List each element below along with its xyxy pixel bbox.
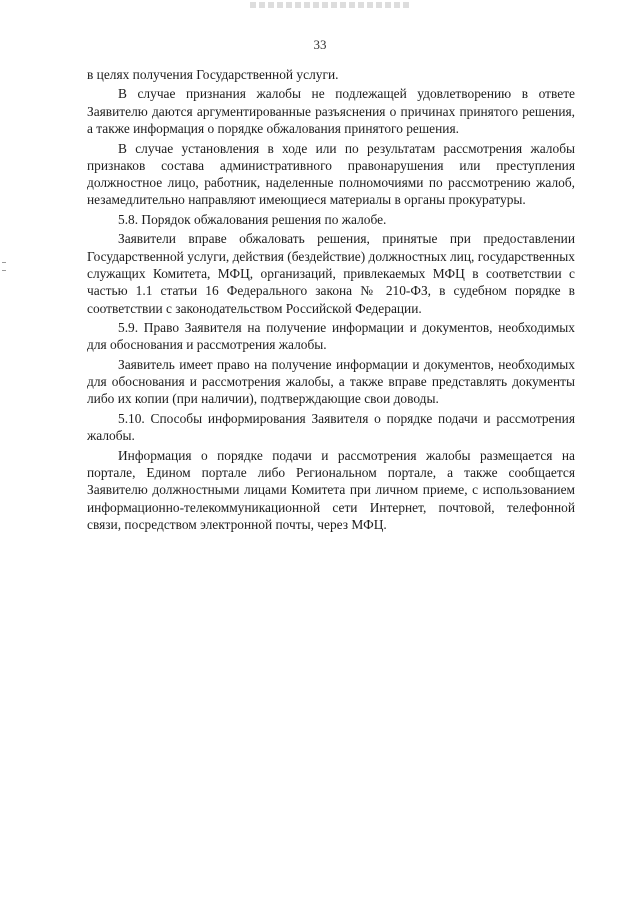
section-heading-5-10: 5.10. Способы информирования Заявителя о порядке подачи и рассмотрения жалобы. <box>87 410 575 444</box>
paragraph-court-appeal: Заявители вправе обжаловать решения, принятые при предоставлении Государственной услуги, действия (бездействие) должностных лиц, государственных служащих Комитета, МФЦ, организаций, привлекаемых МФЦ в соответствии с частью 1.1 статьи 16 Федерального закона № 210-ФЗ, в судебном порядке в соответствии с законодательством Российской Федерации. <box>87 231 575 316</box>
section-heading-5-8: 5.8. Порядок обжалования решения по жалобе. <box>118 211 387 227</box>
paragraph-rejection: В случае признания жалобы не подлежащей удовлетворению в ответе Заявителю даются аргументированные разъяснения о причинах принятого решения, а также информация о порядке обжалования принятого решения. <box>87 86 575 137</box>
scan-header-artifact <box>250 2 410 8</box>
margin-mark <box>2 262 6 263</box>
paragraph-informing-methods: Информация о порядке подачи и рассмотрения жалобы размещается на портале, Едином портале либо Региональном портале, а также сообщается Заявителю должностными лицами Комитета при личном приеме, с использованием информационно-телекоммуникационной сети Интернет, почтовой, телефонной связи, посредством электронной почты, через МФЦ. <box>87 447 575 532</box>
paragraph-violation: В случае установления в ходе или по результатам рассмотрения жалобы признаков состава административного правонарушения или преступления должностное лицо, работник, наделенные полномочиями по рассмотрению жалоб, незамедлительно направляют имеющиеся материалы в органы прокуратуры. <box>87 140 575 208</box>
paragraph-right-to-information: Заявитель имеет право на получение информации и документов, необходимых для обоснования и рассмотрения жалобы, а также вправе представлять документы либо их копии (при наличии), подтверждающие свои доводы. <box>87 356 575 407</box>
document-body <box>87 66 575 535</box>
page-number: 33 <box>313 37 327 52</box>
section-heading-5-9: 5.9. Право Заявителя на получение информации и документов, необходимых для обоснования и рассмотрения жалобы. <box>87 320 575 353</box>
margin-mark <box>2 270 6 271</box>
paragraph-continuation: в целях получения Государственной услуги. <box>87 67 339 82</box>
